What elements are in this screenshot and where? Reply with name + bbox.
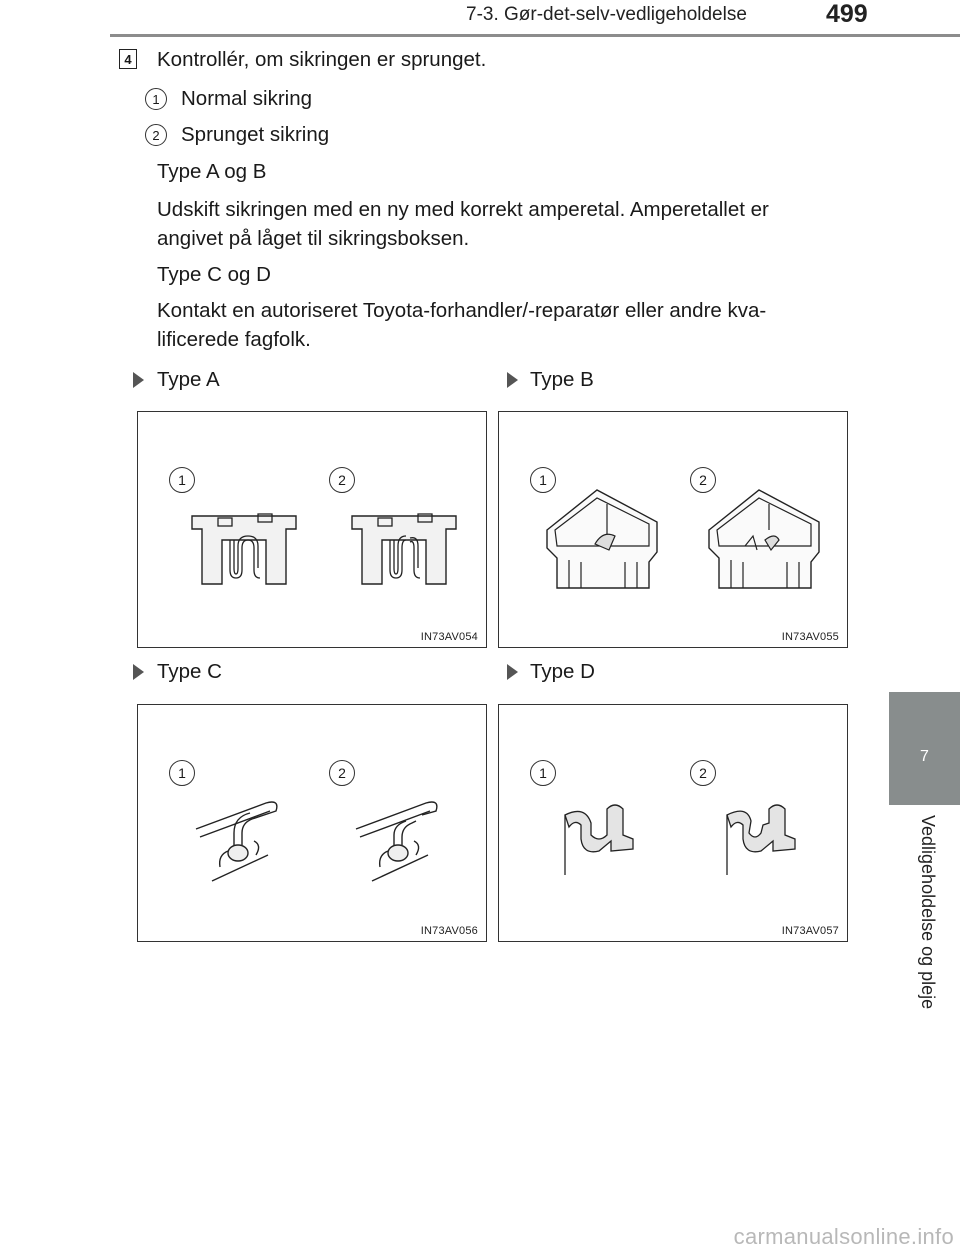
blade-fuse-illustration (138, 412, 485, 646)
figure-a-code: IN73AV054 (420, 631, 478, 643)
item-number-1: 1 (145, 88, 167, 110)
figure-type-a (137, 411, 487, 648)
item-label-normal-fuse: Normal sikring (181, 87, 312, 110)
cartridge-fuse-illustration (499, 412, 846, 646)
bolt-fuse-illustration (499, 705, 846, 940)
type-a-arrow-icon (133, 372, 144, 388)
type-ab-heading: Type A og B (157, 160, 267, 183)
figure-c-number-1: 1 (169, 760, 195, 786)
figure-a-number-2: 2 (329, 467, 355, 493)
page-number: 499 (826, 0, 868, 28)
type-b-arrow-icon (507, 372, 518, 388)
figure-type-c (137, 704, 487, 942)
figure-b-number-2: 2 (690, 467, 716, 493)
item-label-blown-fuse: Sprunget sikring (181, 123, 330, 146)
type-ab-text-line-1: Udskift sikringen med en ny med korrekt amperetal. Amperetallet er (157, 198, 769, 221)
type-cd-text-line-2: lificerede fagfolk. (157, 328, 311, 351)
figure-b-number-1: 1 (530, 467, 556, 493)
step-instruction: Kontrollér, om sikringen er sprunget. (157, 48, 487, 71)
section-title: 7-3. Gør-det-selv-vedligeholdelse (466, 4, 747, 25)
step-number-box: 4 (119, 49, 137, 69)
type-d-label: Type D (530, 660, 595, 683)
figure-c-number-2: 2 (329, 760, 355, 786)
item-number-2: 2 (145, 124, 167, 146)
chapter-title: Vedligeholdelse og pleje (918, 815, 938, 1010)
type-cd-text-line-1: Kontakt en autoriseret Toyota-forhandler/-reparatør eller andre kva- (157, 299, 767, 322)
figure-c-code: IN73AV056 (420, 925, 478, 937)
figure-a-number-1: 1 (169, 467, 195, 493)
header-rule (110, 34, 960, 37)
figure-type-b (498, 411, 848, 648)
type-a-label: Type A (157, 368, 220, 391)
type-cd-heading: Type C og D (157, 263, 271, 286)
chapter-number: 7 (920, 748, 929, 765)
watermark: carmanualsonline.info (733, 1224, 954, 1249)
figure-d-number-1: 1 (530, 760, 556, 786)
figure-d-number-2: 2 (690, 760, 716, 786)
figure-b-code: IN73AV055 (781, 631, 839, 643)
figure-type-d (498, 704, 848, 942)
type-c-arrow-icon (133, 664, 144, 680)
type-d-arrow-icon (507, 664, 518, 680)
type-b-label: Type B (530, 368, 594, 391)
chapter-tab (889, 692, 960, 805)
figure-d-code: IN73AV057 (781, 925, 839, 937)
type-ab-text-line-2: angivet på låget til sikringsboksen. (157, 227, 470, 250)
fusible-link-illustration (138, 705, 485, 940)
type-c-label: Type C (157, 660, 222, 683)
